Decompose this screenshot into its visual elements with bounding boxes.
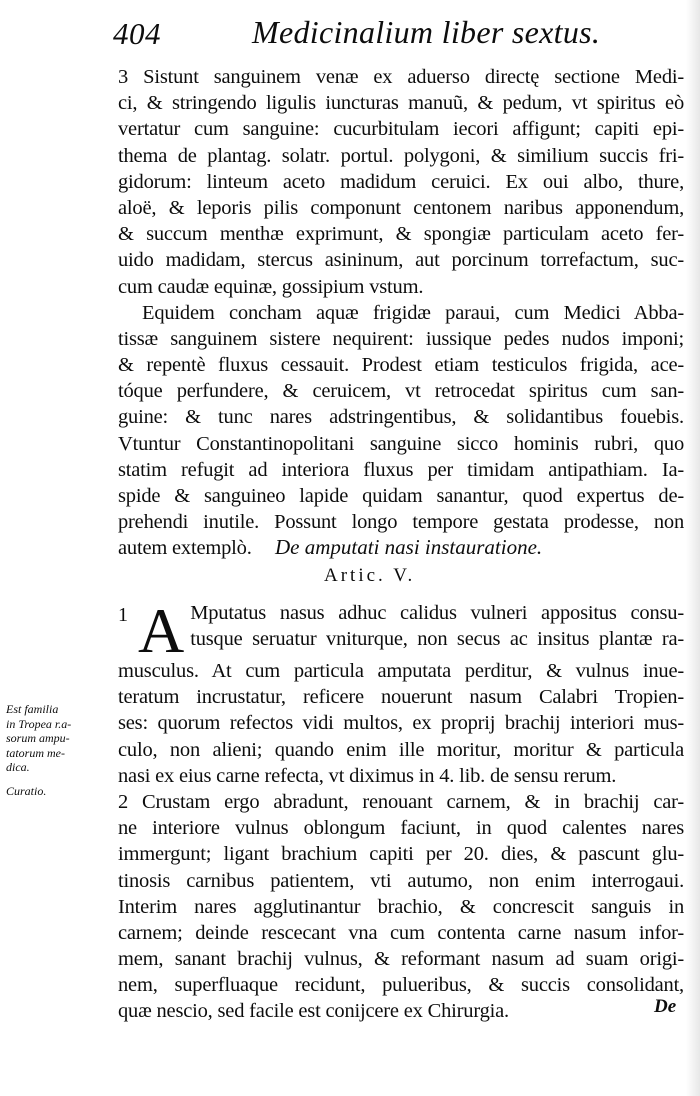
text-line: prehendi inutile. Possunt longo tempore gestata prodesse, non	[118, 511, 684, 534]
section2-text	[118, 595, 684, 1025]
text-line: carnem; deinde rescecant vna cum contenta carne nasum infor-	[118, 921, 684, 944]
catchword: De	[654, 996, 677, 1017]
text-line: autem extemplò.	[118, 537, 252, 560]
marginal-note-line: dica.	[6, 760, 30, 774]
text-line: culo, non alieni; quando enim ille moritur, moritur & particula	[118, 738, 684, 761]
article-label: Artic. V.	[324, 565, 416, 586]
text-line: cum caudæ equinæ, gossipium vstum.	[118, 275, 424, 298]
running-title: Medicinalium liber sextus.	[252, 14, 601, 50]
text-line: Interim nares agglutinantur brachio, & concrescit sanguis in	[118, 895, 684, 918]
marginal-note-line: in Tropea r.a-	[6, 716, 72, 731]
marginal-note-line: tatorum me-	[6, 745, 65, 760]
text-line: thema de plantag. solatr. portul. polygoni, & similium succis fri-	[118, 144, 684, 167]
text-line: Mputatus nasus adhuc calidus vulneri appositus consu-	[190, 602, 684, 624]
text-line: 3 Sistunt sanguinem venæ ex aduerso directę sectione Medi-	[118, 66, 684, 88]
text-line: guine: & tunc nares adstringentibus, & solidantibus fouebis.	[118, 406, 684, 429]
page-edge-shadow	[686, 0, 700, 1096]
text-line: mem, sanant brachij vulnus, & reformant nasum ad suam origi-	[118, 948, 684, 971]
text-line: Vtuntur Constantinopolitani sanguine sicco hominis rubri, quo	[118, 432, 684, 455]
text-line: quæ nescio, sed facile est conijcere ex Chirurgia.	[118, 1000, 509, 1023]
text-line: aloë, & leporis pilis componunt centonem naribus apponendum,	[118, 196, 684, 219]
text-line: immergunt; ligant brachium capiti per 20. dies, & pascunt glu-	[118, 843, 684, 866]
text-line: ci, & stringendo ligulis iuncturas manuũ, & pedum, vt spiritus eò	[118, 92, 684, 115]
marginal-note	[6, 702, 106, 775]
text-line: tissæ sanguinem sistere nequirent: iussique pedes nudos imponi;	[118, 327, 684, 350]
text-line: tinosis carnibus patientem, vti autumo, non enim interrogaui.	[118, 869, 684, 892]
text-line: statim refugit ad interiora fluxus per timidam antipathiam. Ia-	[118, 458, 684, 481]
text-line: tusque seruatur vniturque, non secus ac insitus plantæ ra-	[190, 628, 684, 651]
marginal-note-line: sorum ampu-	[6, 731, 70, 745]
text-line: Equidem concham aquæ frigidæ paraui, cum Medici Abba-	[142, 301, 684, 324]
paragraph-number: 1	[118, 604, 128, 626]
page-number: 404	[113, 16, 161, 51]
text-line: tóque perfundere, & ceruicem, vt retrocedat spiritus cum san-	[118, 380, 684, 403]
text-line: nasi ex eius carne refecta, vt diximus in 4. lib. de sensu rerum.	[118, 764, 617, 787]
text-line: vertatur cum sanguine: cucurbitulam iecori affigunt; capiti epi-	[118, 118, 684, 141]
section1-text	[118, 64, 684, 562]
text-line: & succum menthæ exprimunt, & spongiæ particulam aceto fer-	[118, 223, 684, 246]
text-line: musculus. At cum particula amputata perditur, & vulnus inue-	[118, 660, 684, 682]
text-line: uido madidam, stercus asininum, aut porcinum torrefactum, suc-	[118, 249, 684, 272]
text-line: ses: quorum refectos vidi multos, ex proprij brachij interiori mus-	[118, 712, 684, 735]
section-heading: De amputati nasi instauratione.	[275, 535, 543, 559]
text-line: ne interiore vulnus oblongum faciunt, in quod calentes nares	[118, 817, 684, 840]
text-line: spide & sanguineo lapide quidam sanantur, quod expertus de-	[118, 485, 684, 507]
text-line: teratum incrustatur, reficere nouerunt nasum Calabri Tropien-	[118, 686, 684, 709]
text-line: & repentè fluxus cessauit. Prodest etiam testiculos frigida, ace-	[118, 354, 684, 377]
text-line: 2 Crustam ergo abradunt, renouant carnem, & in brachij car-	[118, 790, 684, 813]
text-line: gidorum: linteum aceto madidum ceruici. Ex oui albo, thure,	[118, 170, 684, 193]
marginal-note-line: Est familia	[6, 702, 59, 716]
text-line: nem, superfluaque recidunt, pulueribus, & succis consolidant,	[118, 974, 684, 997]
marginal-curatio: Curatio.	[6, 784, 47, 798]
drop-cap: A	[138, 595, 185, 666]
